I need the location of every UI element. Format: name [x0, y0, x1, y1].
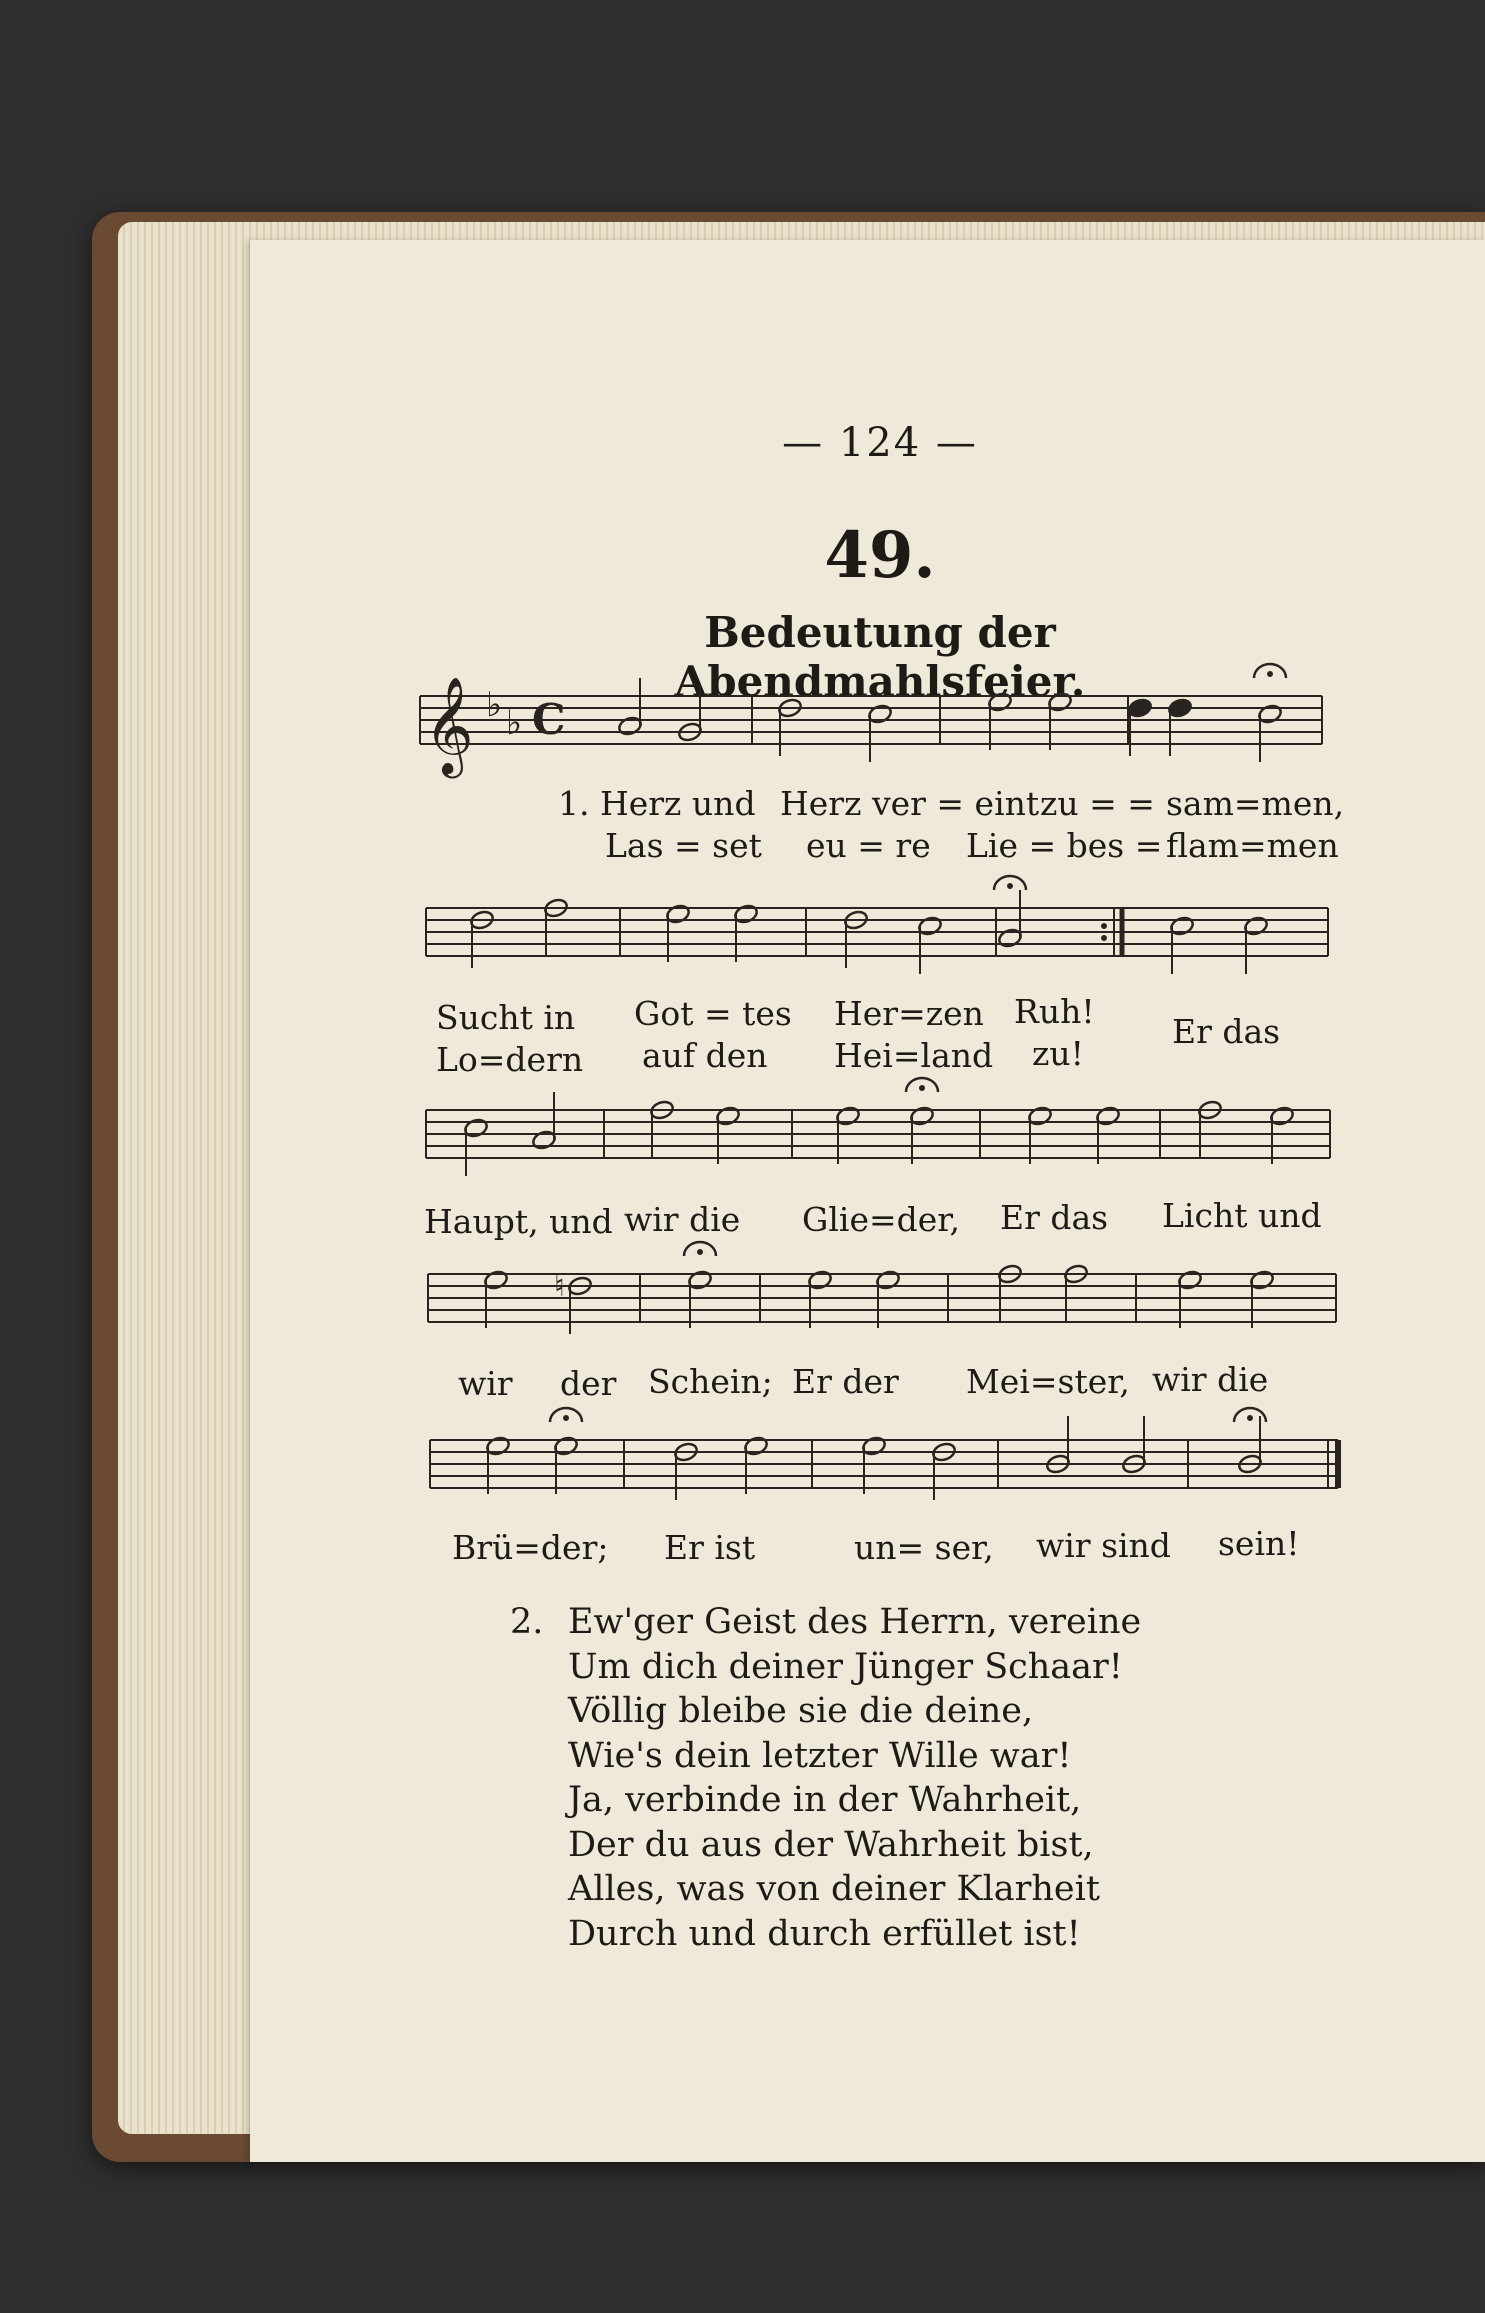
verse-line: Der du aus der Wahrheit bist, [568, 1824, 1094, 1865]
lyric-s3-5: Licht und [1162, 1196, 1322, 1235]
lyric-s5-2: Er ist [664, 1528, 756, 1567]
lyric-s1-l2-3: Lie = bes = [966, 826, 1163, 865]
fermata-dot [1007, 883, 1013, 889]
lyric-s2-l2-4: zu! [1032, 1034, 1084, 1073]
lyric-s2-l2-2: auf den [642, 1036, 768, 1075]
natural-sign-icon: ♮ [554, 1269, 565, 1304]
lyric-s4-4: Er der [792, 1362, 899, 1401]
flat-sign-icon: ♭ [506, 703, 523, 743]
repeat-dot [1101, 935, 1107, 941]
verse-line: Alles, was von deiner Klarheit [568, 1869, 1100, 1909]
lyric-s1-l2-2: eu = re [806, 826, 931, 865]
fermata-dot [697, 1249, 703, 1255]
lyric-s5-5: sein! [1218, 1524, 1300, 1563]
lyric-s3-4: Er das [1000, 1198, 1109, 1237]
verse-line: Völlig bleibe sie die deine, [568, 1691, 1034, 1731]
lyric-s2-l1-3: Her=zen [834, 994, 984, 1033]
verse-line: Um dich deiner Jünger Schaar! [568, 1646, 1123, 1687]
fermata-dot [1247, 1415, 1253, 1421]
lyric-s3-3: Glie=der, [802, 1200, 960, 1239]
lyric-s5-4: wir sind [1036, 1526, 1171, 1565]
repeat-dot [1101, 923, 1107, 929]
time-signature: C [532, 695, 566, 744]
fermata-dot [563, 1415, 569, 1421]
verse-number: 2. [510, 1602, 544, 1642]
hymn-number: 49. [824, 518, 936, 593]
lyric-s1-l1-4: sam=men, [1166, 784, 1345, 823]
lyric-s4-2: der [560, 1364, 617, 1403]
lyric-s5-1: Brü=der; [452, 1528, 609, 1567]
lyric-s1-l1-2: Herz ver = eint [780, 784, 1040, 823]
lyric-s5-3: un= ser, [854, 1528, 994, 1567]
lyric-s4-5: Mei=ster, [966, 1362, 1130, 1401]
treble-clef-icon: 𝄞 [424, 676, 474, 774]
fermata-dot [919, 1085, 925, 1091]
lyric-s4-3: Schein; [648, 1362, 773, 1401]
lyric-s4-1: wir [458, 1364, 513, 1403]
lyric-s2-l1-2: Got = tes [634, 994, 792, 1033]
verse-line: Ew'ger Geist des Herrn, vereine [568, 1602, 1142, 1642]
lyric-s3-1: Haupt, und [424, 1202, 613, 1241]
lyric-s2-l2-1: Lo=dern [436, 1040, 584, 1079]
lyric-s1-l2-4: flam=men [1166, 826, 1339, 865]
lyric-s1-l2-1: Las = set [605, 826, 762, 865]
lyric-s2-l2-3: Hei=land [834, 1036, 994, 1075]
verse-lines [568, 1600, 1141, 1956]
page-number: — 124 — [782, 420, 978, 466]
lyric-s4-6: wir die [1152, 1360, 1269, 1399]
verse-line: Wie's dein letzter Wille war! [568, 1735, 1072, 1776]
verse-line: Durch und durch erfüllet ist! [568, 1913, 1081, 1954]
hymn-title: Bedeutung der Abendmahlsfeier. [674, 608, 1086, 706]
lyric-s3-2: wir die [624, 1200, 741, 1239]
lyric-s1-l1-1: 1. Herz und [558, 784, 756, 823]
flat-sign-icon: ♭ [486, 685, 503, 725]
lyric-s1-l1-3: zu = = [1040, 784, 1155, 823]
lyric-s2-l1-4: Ruh! [1014, 992, 1095, 1031]
fermata-dot [1267, 671, 1273, 677]
verse-line: Ja, verbinde in der Wahrheit, [568, 1780, 1082, 1820]
lyric-s2-l1-1: Sucht in [436, 998, 576, 1037]
lyric-s2-l1-5: Er das [1172, 1012, 1281, 1051]
